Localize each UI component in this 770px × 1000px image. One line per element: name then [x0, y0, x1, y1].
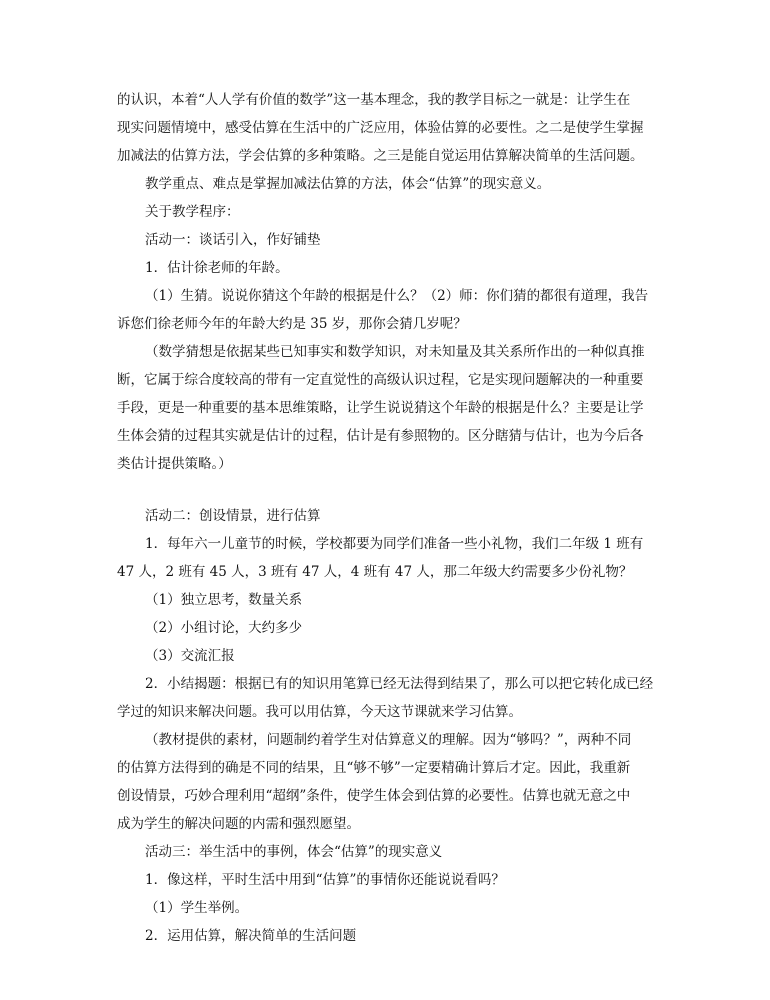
list-item: （2）小组讨论，大约多少: [145, 620, 303, 636]
text-line: 手段，更是一种重要的基本思维策略，让学生说说猜这个年龄的根据是什么？主要是让学: [117, 400, 644, 416]
activity-heading: 活动一：谈话引入，作好铺垫: [145, 232, 321, 248]
list-item: 1．每年六一儿童节的时候，学校都要为同学们准备一些小礼物，我们二年级 1 班有: [145, 536, 644, 552]
text-line: 47 人，2 班有 45 人，3 班有 47 人，4 班有 47 人，那二年级大约需要多少份礼物？: [117, 564, 633, 580]
list-item: 1．像这样，平时生活中用到“估算”的事情你还能说说看吗？: [145, 872, 505, 888]
text-line: 生体会猜的过程其实就是估计的过程，估计是有参照物的。区分瞎猜与估计，也为今后各: [117, 428, 644, 444]
list-item: （1）学生举例。: [145, 900, 249, 916]
activity-heading: 活动三：举生活中的事例，体会“估算”的现实意义: [145, 844, 443, 860]
text-line: 的估算方法得到的确是不同的结果，且“够不够”一定要精确计算后才定。因此，我重新: [117, 760, 631, 776]
text-line: 教学重点、难点是掌握加减法估算的方法，体会“估算”的现实意义。: [145, 176, 551, 192]
text-line: 现实问题情境中，感受估算在生活中的广泛应用，体验估算的必要性。之二是使学生掌握: [117, 120, 644, 136]
text-line: 学过的知识来解决问题。我可以用估算，今天这节课就来学习估算。: [117, 704, 522, 720]
text-line: 断，它属于综合度较高的带有一定直觉性的高级认识过程，它是实现问题解决的一种重要: [117, 372, 644, 388]
text-line: 创设情景，巧妙合理利用“超纲”条件，使学生体会到估算的必要性。估算也就无意之中: [117, 788, 631, 804]
section-heading: 关于教学程序：: [145, 204, 240, 220]
text-line: 诉您们徐老师今年的年龄大约是 35 岁，那你会猜几岁呢？: [117, 316, 467, 332]
list-item: 2．运用估算，解决简单的生活问题: [145, 928, 357, 944]
text-line: 的认识，本着“人人学有价值的数学”这一基本理念，我的教学目标之一就是：让学生在: [117, 92, 631, 108]
text-line: （教材提供的素材，问题制约着学生对估算意义的理解。因为“够吗？”，两种不同: [145, 732, 632, 748]
text-line: 类估计提供策略。）: [117, 456, 232, 472]
text-line: 成为学生的解决问题的内需和强烈愿望。: [117, 816, 360, 832]
list-item: （1）独立思考，数量关系: [145, 592, 303, 608]
text-line: （1）生猜。说说你猜这个年龄的根据是什么？（2）师：你们猜的都很有道理，我告: [145, 288, 649, 304]
activity-heading: 活动二：创设情景，进行估算: [145, 508, 321, 524]
text-line: （数学猜想是依据某些已知事实和数学知识，对未知量及其关系所作出的一种似真推: [145, 344, 645, 360]
list-item: 2．小结揭题：根据已有的知识用笔算已经无法得到结果了，那么可以把它转化成已经: [145, 676, 654, 692]
text-line: 加减法的估算方法，学会估算的多种策略。之三是能自觉运用估算解决简单的生活问题。: [117, 148, 644, 164]
list-item: （3）交流汇报: [145, 648, 235, 664]
list-item: 1．估计徐老师的年龄。: [145, 260, 289, 276]
